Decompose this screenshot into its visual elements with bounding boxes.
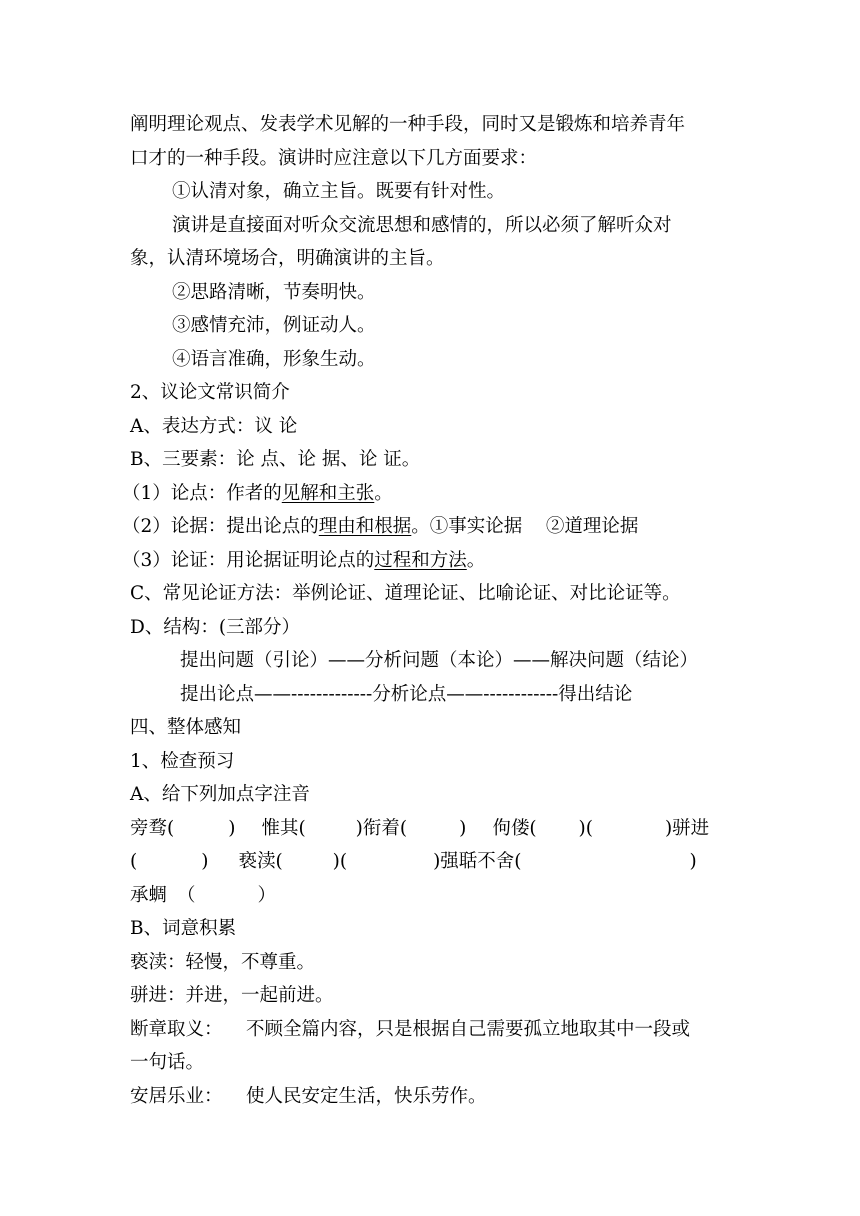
argument-b1-underlined: 见解和主张 <box>281 482 375 504</box>
pinyin-word-xiedu: 亵渎( <box>238 851 283 872</box>
argument-b3-underlined: 过程和方法 <box>374 549 467 571</box>
argument-essay-heading: 2、议论文常识简介 <box>130 382 290 403</box>
vocab-def-pianjin: 骈进：并进，一起前进。 <box>130 985 334 1006</box>
pinyin-row-2 <box>130 845 732 879</box>
document-page <box>122 108 732 1113</box>
speech-point-1: ①认清对象，确立主旨。既要有针对性。 <box>172 181 506 202</box>
pinyin-row-1 <box>130 812 732 846</box>
vocab-def-duanzhang-2: 一句话。 <box>130 1052 205 1073</box>
argument-b1-pre: （1）论点：作者的 <box>122 482 282 504</box>
pinyin-word-qiangguo: )强聒不舍( <box>433 851 522 872</box>
pinyin-heading: A、给下列加点字注音 <box>130 784 310 805</box>
speech-point-1-desc-2: 象，认清环境场合，明确演讲的主旨。 <box>130 248 445 269</box>
pinyin-blank-pair: )( <box>332 851 348 872</box>
speech-point-2: ②思路清晰，节奏明快。 <box>172 281 376 303</box>
argument-a: A、表达方式：议 论 <box>130 415 298 437</box>
section4-sub1: 1、检查预习 <box>130 750 235 772</box>
argument-b3-pre: （3）论证：用论据证明论点的 <box>122 549 375 571</box>
pinyin-word-chengtiao: 承蜩 <box>130 884 168 906</box>
pinyin-blank-pair: )( <box>578 817 593 839</box>
pinyin-blank-close: ) <box>459 817 467 839</box>
pinyin-word-weiqi: 惟其( <box>261 817 306 839</box>
pinyin-blank-close: ) <box>228 817 236 839</box>
pinyin-blank-close: ） <box>257 884 277 906</box>
pinyin-blank-open: ( <box>130 851 138 872</box>
argument-b3-post: 。 <box>466 549 486 571</box>
speech-point-3: ③感情充沛，例证动人。 <box>172 315 376 336</box>
speech-point-1-desc-1: 演讲是直接面对听众交流思想和感情的，所以必须了解听众对 <box>172 214 672 236</box>
argument-b1-post: 。 <box>374 482 393 504</box>
section4-heading: 四、整体感知 <box>130 717 242 738</box>
vocab-def-duanzhang-1: 断章取义： 不顾全篇内容，只是根据自己需要孤立地取其中一段或 <box>130 1018 691 1040</box>
argument-b3 <box>122 544 732 578</box>
argument-b2-pre: （2）论据：提出论点的 <box>122 516 319 537</box>
argument-c: C、常见论证方法：举例论证、道理论证、比喻论证、对比论证等。 <box>130 583 681 604</box>
vocab-def-xiedu: 亵渎：轻慢，不尊重。 <box>130 951 316 973</box>
pinyin-word-xianzhe: )衔着( <box>355 817 408 839</box>
vocab-def-anju: 安居乐业： 使人民安定生活，快乐劳作。 <box>130 1085 487 1107</box>
intro-line-1: 阐明理论观点、发表学术见解的一种手段，同时又是锻炼和培养青年 <box>130 114 686 135</box>
pinyin-blank-close: ) <box>689 851 697 872</box>
pinyin-blank-close: ) <box>201 851 209 872</box>
argument-b: B、三要素：论 点、论 据、论 证。 <box>130 449 421 470</box>
argument-d-structure-2: 提出论点——-------------分析论点——------------得出结论 <box>180 683 633 705</box>
speech-point-4: ④语言准确，形象生动。 <box>172 348 376 370</box>
argument-b2-underlined: 理由和根据 <box>318 516 412 537</box>
intro-line-2: 口才的一种手段。演讲时应注意以下几方面要求： <box>130 147 538 169</box>
argument-b2-post: 。①事实论据 ②道理论据 <box>411 516 639 537</box>
pinyin-word-pianjin: )骈进 <box>664 817 710 839</box>
pinyin-row-3 <box>130 879 732 913</box>
argument-d: D、结构：(三部分） <box>130 616 301 638</box>
argument-d-structure-1: 提出问题（引论）——分析问题（本论）——解决问题（结论） <box>180 650 699 671</box>
pinyin-word-pangwu: 旁骛( <box>130 817 175 839</box>
pinyin-blank-open: （ <box>177 884 196 906</box>
pinyin-word-goulou: 佝偻( <box>492 817 537 839</box>
vocab-heading: B、词意积累 <box>130 918 237 939</box>
argument-b1 <box>122 477 732 511</box>
argument-b2 <box>122 510 732 544</box>
